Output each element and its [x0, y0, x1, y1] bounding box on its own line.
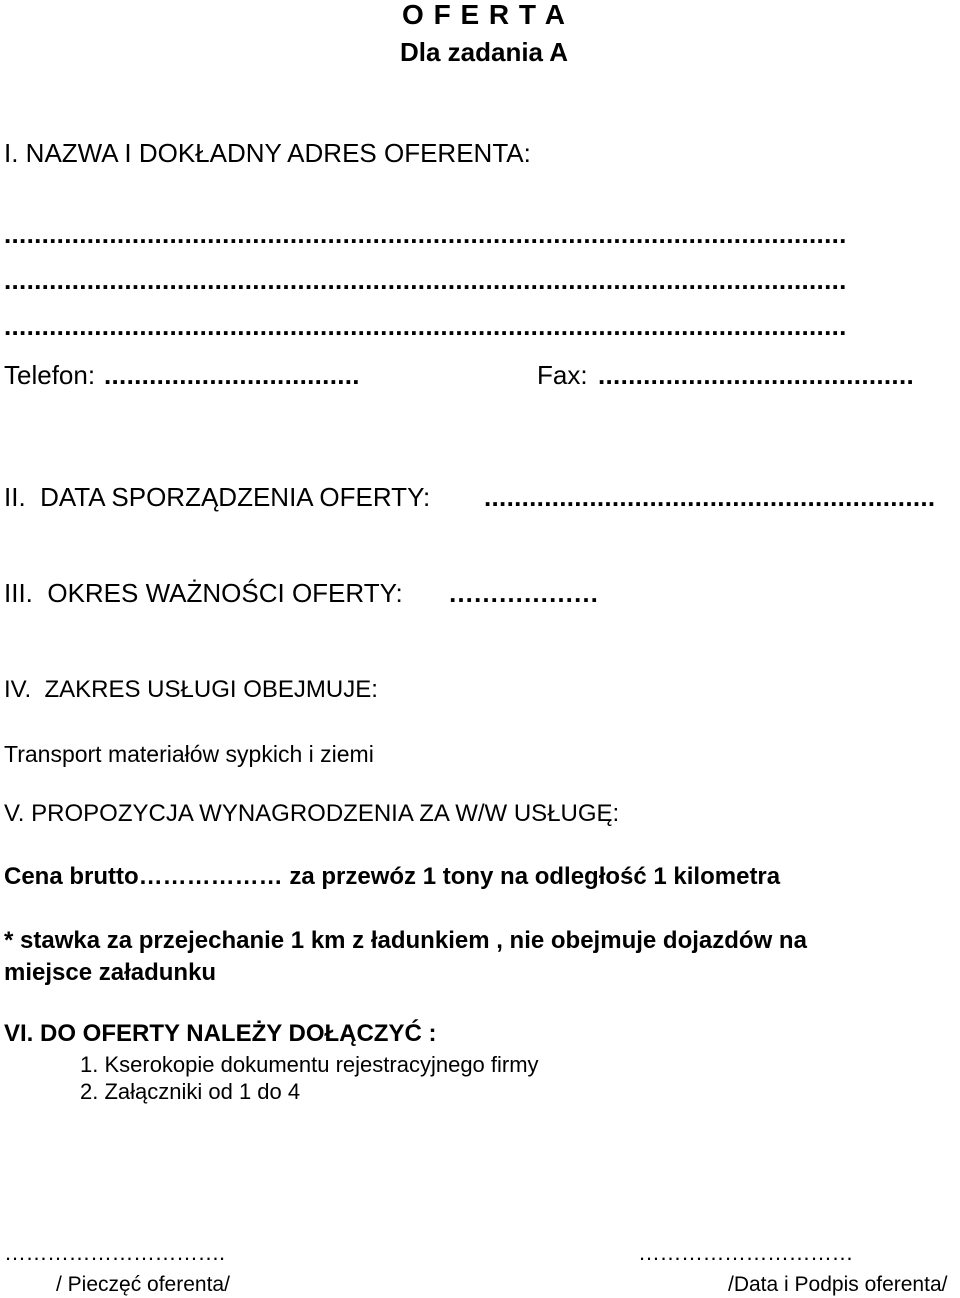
date-dots: ............................................................ [484, 482, 936, 512]
stamp-dots: …………………………. [4, 1240, 225, 1265]
section-2-heading: II. DATA SPORZĄDZENIA OFERTY: [4, 482, 431, 512]
fax-label: Fax: [537, 360, 588, 390]
section-3-heading: III. OKRES WAŻNOŚCI OFERTY: [4, 578, 403, 608]
attachment-item-1: 1. Kserokopie dokumentu rejestracyjnego firmy [80, 1052, 539, 1077]
section-5-heading: V. PROPOZYCJA WYNAGRODZENIA ZA W/W USŁUGĘ: [4, 800, 620, 827]
section-4-heading: IV. ZAKRES USŁUGI OBEJMUJE: [4, 676, 378, 703]
section-1-heading: I. NAZWA I DOKŁADNY ADRES OFERENTA: [4, 138, 531, 168]
price-line: Cena brutto……………… za przewóz 1 tony na odległość 1 kilometra [4, 863, 781, 890]
stamp-label: / Pieczęć oferenta/ [56, 1273, 230, 1296]
document-subtitle: Dla zadania A [399, 37, 569, 67]
address-dot-line-3: ................................................................................................................ [4, 311, 847, 341]
phone-label: Telefon: [4, 360, 96, 390]
section-6-heading: VI. DO OFERTY NALEŻY DOŁĄCZYĆ : [4, 1020, 437, 1047]
rate-note-line-2: miejsce załadunku [4, 959, 217, 986]
validity-dots: ……………… [448, 578, 598, 608]
service-scope-text: Transport materiałów sypkich i ziemi [4, 741, 374, 767]
rate-note-line-1: * stawka za przejechanie 1 km z ładunkiem , nie obejmuje dojazdów na [4, 927, 807, 954]
address-dot-line-2: ................................................................................................................ [4, 265, 847, 295]
attachment-item-2: 2. Załączniki od 1 do 4 [80, 1079, 301, 1104]
signature-label: /Data i Podpis oferenta/ [728, 1273, 948, 1296]
fax-dots: .......................................... [598, 360, 914, 390]
phone-dots: .................................. [104, 360, 360, 390]
document-title: O F E R T A [402, 0, 566, 30]
signature-dots: ………………………… [638, 1240, 853, 1265]
address-dot-line-1: ................................................................................................................ [4, 219, 847, 249]
